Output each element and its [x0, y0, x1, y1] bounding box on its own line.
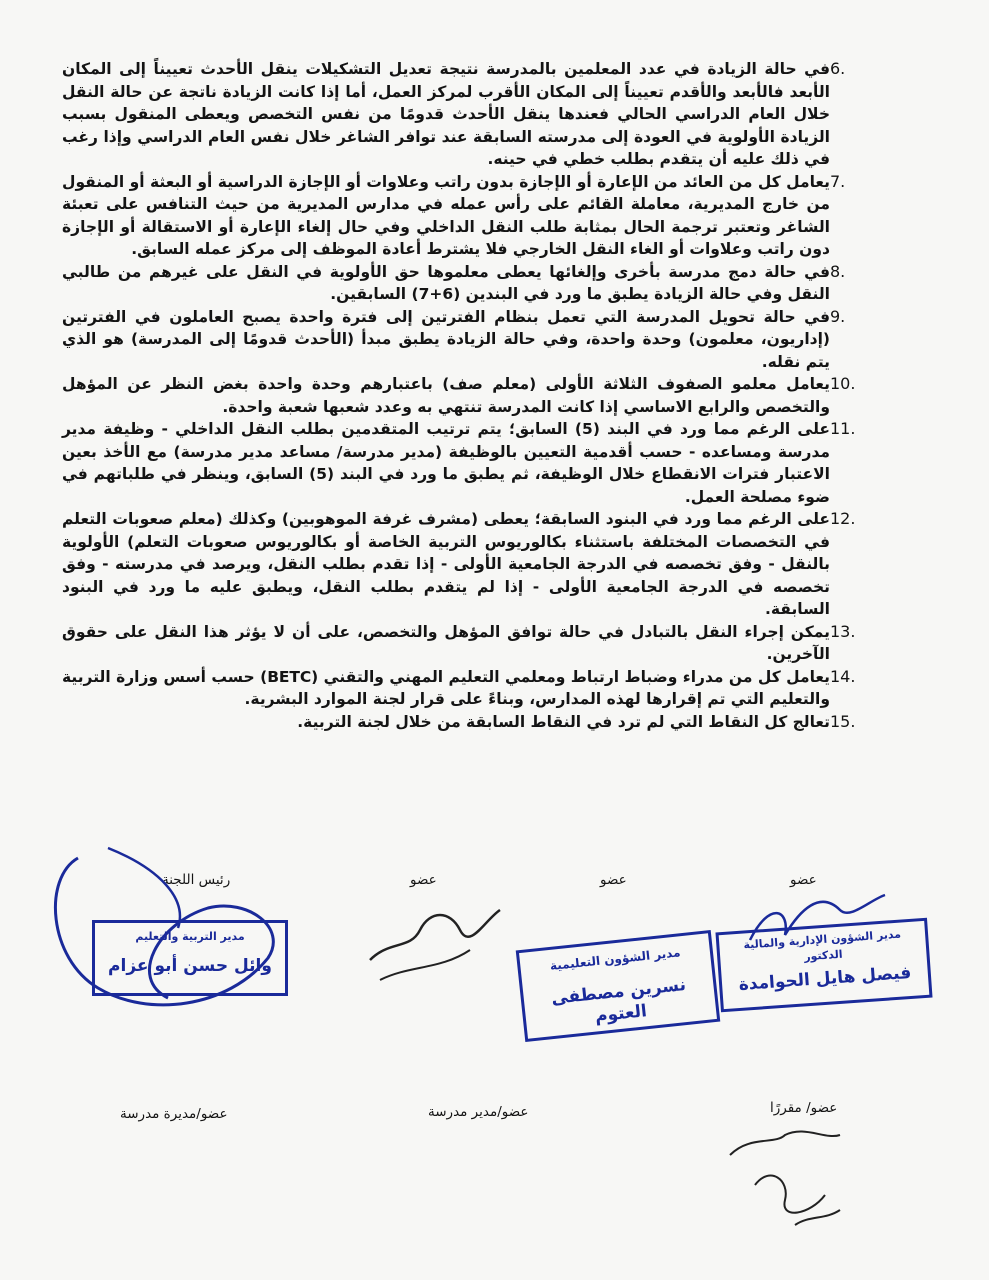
clause-number: 7. — [830, 171, 846, 191]
stamp-title: مدير الشؤون التعليمية — [549, 945, 682, 973]
role-member-b: عضو — [600, 872, 627, 888]
clause-number: 12. — [830, 509, 856, 528]
stamp-name: فيصل هايل الحوامدة — [738, 962, 912, 995]
clause-text: يمكن إجراء النقل بالتبادل في حالة توافق المؤهل والتخصص، على أن لا يؤثر هذا النقل على حقوق الآخرين. — [62, 622, 830, 663]
stamp-subtitle: الدكتور — [803, 947, 843, 964]
clause-number: 10. — [830, 374, 856, 393]
clause-8 — [62, 261, 874, 306]
member-b-stamp — [516, 930, 721, 1042]
clause-9 — [62, 306, 874, 374]
rapporteur-signature — [715, 1125, 855, 1235]
clause-number: 13. — [830, 621, 856, 641]
member-a-signature — [360, 890, 510, 990]
clause-text: يعامل كل من مدراء وضباط ارتباط ومعلمي التعليم المهني والتقني (BETC) حسب أسس وزارة التربية والتعليم التي تم إقرارها لهذه المدارس، وبناءً على قرار لجنة الموارد البشرية. — [62, 667, 830, 708]
clause-15 — [62, 711, 874, 734]
clause-number: 6. — [830, 59, 846, 78]
clause-text: تعالج كل النقاط التي لم ترد في النقاط السابقة من خلال لجنة التربية. — [297, 712, 830, 731]
clause-7 — [62, 171, 874, 261]
clause-text: في حالة تحويل المدرسة التي تعمل بنظام الفترتين إلى فترة واحدة يصبح العاملون في الفترتين (إداريون، معلمون) وحدة واحدة، وفي حالة الزيادة يطبق مبدأ (الأحدث قدومًا إلى المدرسة) هو الذي يتم نقله. — [62, 307, 830, 371]
role-principal-m: عضو/مدير مدرسة — [428, 1104, 529, 1120]
clause-number: 8. — [830, 261, 846, 281]
role-principal-f: عضو/مديرة مدرسة — [120, 1106, 228, 1122]
clause-10 — [62, 373, 874, 418]
clauses-list — [62, 58, 874, 733]
clause-text: على الرغم مما ورد في البنود السابقة؛ يعطى (مشرف غرفة الموهوبين) وكذلك (معلم صعوبات التعلم في التخصصات المختلفة باستثناء بكالوريوس التربية الخاصة أو بكالوريوس صعوبات التعلم) الأولوية بالنقل - وفق تخصصه في الدرجة الجامعية الأولى - إذا تقدم بطلب النقل، ويرصد في مدرسته - وفق تخصصه في الدرجة الجامعية الأولى - إذا لم يتقدم بطلب النقل، ويطبق عليه ما ورد في البنود السابقة. — [62, 510, 830, 618]
clause-text: في حالة الزيادة في عدد المعلمين بالمدرسة نتيجة تعديل التشكيلات ينقل الأحدث تعييناً إلى المكان الأبعد فالأبعد والأقدم تعييناً إلى المكان الأقرب لمركز العمل، أما إذا كانت الزيادة ناتجة عن حالة النقل خلال العام الدراسي الحالي فعندها ينقل الأحدث قدومًا من نفس التخصص ويعطى المنقول بسبب الزيادة الأولوية في العودة إلى مدرسته السابقة عند توافر الشاغر خلال نفس العام الدراسي وإذا رغب في ذلك عليه أن يتقدم بطلب خطي في حينه. — [62, 60, 830, 168]
clause-text: على الرغم مما ورد في البند (5) السابق؛ يتم ترتيب المتقدمين بطلب النقل الداخلي - وظيفة مدير مدرسة ومساعده - حسب أقدمية التعيين بالوظيفة (مدير مدرسة/ مساعد مدير مدرسة) مع الأخذ بعين الاعتبار فترات الانقطاع خلال الوظيفة، ثم يطبق ما ورد في البند (5) السابق، وينظر في طلباتهم في ضوء مصلحة العمل. — [62, 420, 830, 506]
stamp-name: وائل حسن أبو عزام — [108, 956, 272, 976]
chair-stamp — [92, 920, 288, 996]
clause-text: يعامل كل من العائد من الإعارة أو الإجازة بدون راتب وعلاوات أو الإجازة الدراسية أو البعثة أو المنقول من خارج المديرية، معاملة القائم على رأس عمله في مدارس المديرية من حيث التنافس على تعبئة الشاغر وتعتبر ترجمة الحال بمثابة طلب النقل الداخلي وفي حال إلغاء الإعارة أو الاستقالة أو الإجازة دون راتب وعلاوات أو الغاء النقل الخارجي فلا يشترط أعادة الموظف إلى مركز عمله السابق. — [62, 172, 830, 258]
clause-14 — [62, 666, 874, 711]
clause-text: في حالة دمج مدرسة بأخرى وإلغائها يعطى معلموها حق الأولوية في النقل على غيرهم من طالبي النقل وفي حالة الزيادة يطبق ما ورد في البندين (6+7) السابقين. — [62, 262, 830, 303]
role-rapporteur: عضو/ مقررًا — [770, 1100, 838, 1116]
clause-number: 15. — [830, 711, 856, 731]
clause-number: 14. — [830, 666, 856, 686]
clause-11 — [62, 418, 874, 508]
clause-text: يعامل معلمو الصفوف الثلاثة الأولى (معلم صف) باعتبارهم وحدة واحدة بغض النظر عن المؤهل والتخصص والرابع الاساسي إذا كانت المدرسة تنتهي به وعدد شعبها شعبة واحدة. — [62, 375, 830, 416]
stamp-title: مدير الشؤون الإدارية والمالية — [743, 927, 902, 952]
clause-13 — [62, 621, 874, 666]
clause-12 — [62, 508, 874, 621]
role-chair: رئيس اللجنة — [162, 872, 231, 888]
clause-number: 11. — [830, 419, 856, 438]
stamp-name: نسرين مصطفى العتوم — [550, 974, 687, 1027]
role-member-a: عضو — [410, 872, 437, 888]
member-c-signature — [740, 880, 890, 960]
role-member-c: عضو — [790, 872, 817, 888]
clause-number: 9. — [830, 306, 846, 326]
stamp-title: مدير التربية والتعليم — [135, 930, 245, 943]
clause-6 — [62, 58, 874, 171]
